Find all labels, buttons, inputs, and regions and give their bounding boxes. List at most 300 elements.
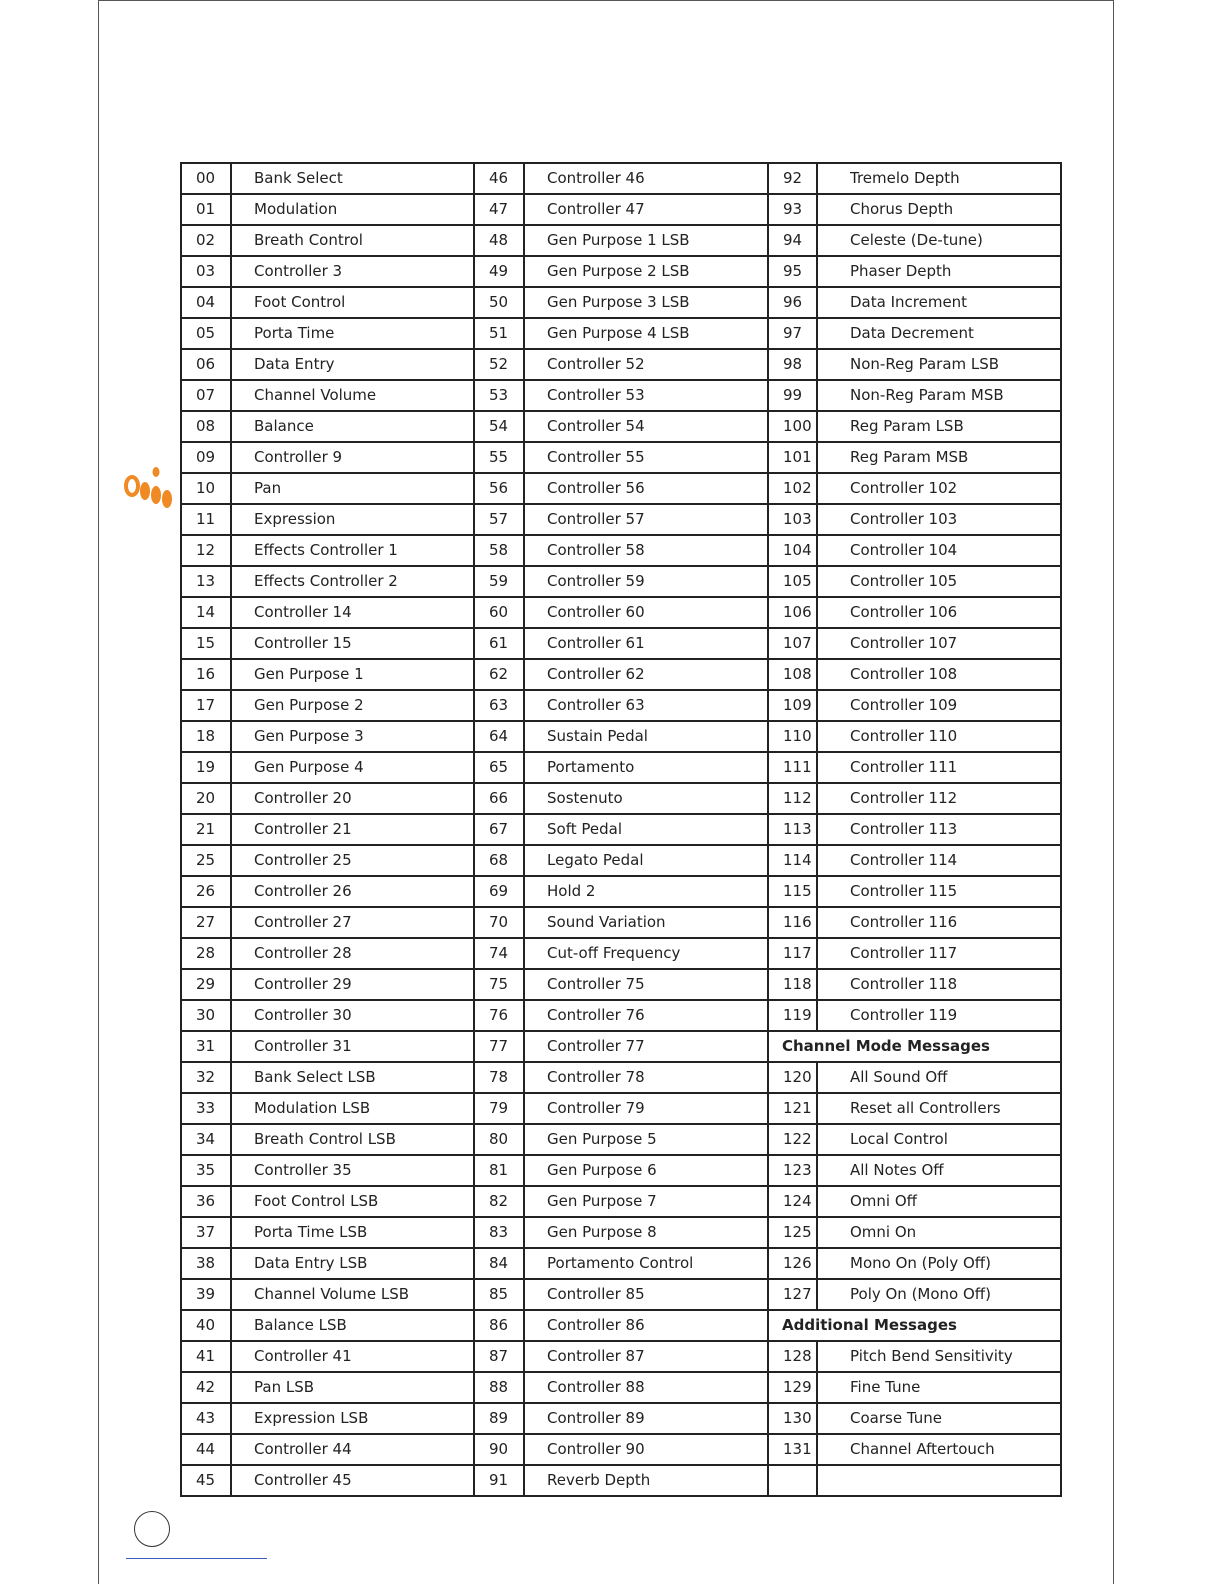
cc-name: Controller 88 — [524, 1372, 768, 1403]
cc-number: 15 — [181, 628, 231, 659]
footer-rule — [126, 1558, 267, 1559]
cc-number: 65 — [474, 752, 524, 783]
cc-name: Controller 35 — [231, 1155, 474, 1186]
cc-name: Portamento Control — [524, 1248, 768, 1279]
cc-name: Channel Volume — [231, 380, 474, 411]
cc-number: 48 — [474, 225, 524, 256]
cc-number: 05 — [181, 318, 231, 349]
cc-number: 18 — [181, 721, 231, 752]
cc-name: Controller 57 — [524, 504, 768, 535]
cc-number: 122 — [768, 1124, 817, 1155]
cc-name: Data Increment — [817, 287, 1061, 318]
cc-number: 62 — [474, 659, 524, 690]
cc-number: 64 — [474, 721, 524, 752]
cc-number: 56 — [474, 473, 524, 504]
cc-number: 67 — [474, 814, 524, 845]
cc-number: 120 — [768, 1062, 817, 1093]
cc-name: Controller 61 — [524, 628, 768, 659]
midi-controller-table — [180, 162, 1062, 1497]
cc-name: Sound Variation — [524, 907, 768, 938]
cc-name: Controller 90 — [524, 1434, 768, 1465]
cc-name: Controller 52 — [524, 349, 768, 380]
cc-name: Porta Time — [231, 318, 474, 349]
cc-number — [768, 1465, 817, 1496]
cc-name: All Notes Off — [817, 1155, 1061, 1186]
cc-name: Modulation LSB — [231, 1093, 474, 1124]
cc-number: 17 — [181, 690, 231, 721]
cc-name: Portamento — [524, 752, 768, 783]
table-row — [181, 535, 1061, 566]
cc-number: 40 — [181, 1310, 231, 1341]
cc-number: 66 — [474, 783, 524, 814]
cc-name: Controller 62 — [524, 659, 768, 690]
cc-name: Gen Purpose 1 — [231, 659, 474, 690]
cc-number: 44 — [181, 1434, 231, 1465]
table-row — [181, 1465, 1061, 1496]
cc-name: Controller 77 — [524, 1031, 768, 1062]
cc-name: Balance — [231, 411, 474, 442]
cc-name: Controller 87 — [524, 1341, 768, 1372]
cc-name: Controller 21 — [231, 814, 474, 845]
cc-name: Gen Purpose 6 — [524, 1155, 768, 1186]
cc-name: Controller 89 — [524, 1403, 768, 1434]
table-row — [181, 163, 1061, 194]
cc-number: 93 — [768, 194, 817, 225]
cc-number: 00 — [181, 163, 231, 194]
cc-name: Foot Control LSB — [231, 1186, 474, 1217]
cc-name: Gen Purpose 3 — [231, 721, 474, 752]
cc-name: Controller 15 — [231, 628, 474, 659]
cc-number: 26 — [181, 876, 231, 907]
cc-number: 96 — [768, 287, 817, 318]
cc-number: 38 — [181, 1248, 231, 1279]
cc-name: Controller 58 — [524, 535, 768, 566]
cc-name: Controller 46 — [524, 163, 768, 194]
cc-number: 34 — [181, 1124, 231, 1155]
page-border-left — [98, 0, 99, 1584]
cc-name: Gen Purpose 2 — [231, 690, 474, 721]
cc-number: 83 — [474, 1217, 524, 1248]
section-header: Channel Mode Messages — [768, 1031, 1061, 1062]
cc-name: Controller 110 — [817, 721, 1061, 752]
cc-name: Cut-off Frequency — [524, 938, 768, 969]
table-row — [181, 1093, 1061, 1124]
cc-name: Controller 117 — [817, 938, 1061, 969]
cc-name: Gen Purpose 4 LSB — [524, 318, 768, 349]
cc-name: Porta Time LSB — [231, 1217, 474, 1248]
cc-name: Fine Tune — [817, 1372, 1061, 1403]
cc-name: Channel Volume LSB — [231, 1279, 474, 1310]
cc-number: 92 — [768, 163, 817, 194]
cc-name: Modulation — [231, 194, 474, 225]
cc-number: 75 — [474, 969, 524, 1000]
cc-number: 13 — [181, 566, 231, 597]
cc-name: Controller 59 — [524, 566, 768, 597]
cc-number: 58 — [474, 535, 524, 566]
cc-number: 102 — [768, 473, 817, 504]
cc-name: Gen Purpose 7 — [524, 1186, 768, 1217]
cc-number: 33 — [181, 1093, 231, 1124]
cc-name: Controller 119 — [817, 1000, 1061, 1031]
cc-number: 35 — [181, 1155, 231, 1186]
cc-number: 103 — [768, 504, 817, 535]
cc-name: Controller 111 — [817, 752, 1061, 783]
table-row — [181, 318, 1061, 349]
cc-name: Controller 27 — [231, 907, 474, 938]
cc-name: Expression — [231, 504, 474, 535]
cc-number: 95 — [768, 256, 817, 287]
table-row — [181, 783, 1061, 814]
cc-number: 124 — [768, 1186, 817, 1217]
cc-number: 113 — [768, 814, 817, 845]
cc-number: 114 — [768, 845, 817, 876]
cc-name: Controller 9 — [231, 442, 474, 473]
cc-name: Controller 29 — [231, 969, 474, 1000]
cc-name: Controller 102 — [817, 473, 1061, 504]
cc-name: Reg Param LSB — [817, 411, 1061, 442]
cc-number: 123 — [768, 1155, 817, 1186]
cc-name: Expression LSB — [231, 1403, 474, 1434]
table-row — [181, 1186, 1061, 1217]
table-row — [181, 1279, 1061, 1310]
cc-number: 98 — [768, 349, 817, 380]
cc-number: 116 — [768, 907, 817, 938]
table-row — [181, 1403, 1061, 1434]
cc-name: Controller 105 — [817, 566, 1061, 597]
cc-number: 89 — [474, 1403, 524, 1434]
cc-number: 112 — [768, 783, 817, 814]
cc-name: Controller 114 — [817, 845, 1061, 876]
cc-number: 108 — [768, 659, 817, 690]
cc-name: Data Entry — [231, 349, 474, 380]
section-header: Additional Messages — [768, 1310, 1061, 1341]
cc-name — [817, 1465, 1061, 1496]
cc-name: Controller 115 — [817, 876, 1061, 907]
table-row — [181, 194, 1061, 225]
cc-number: 57 — [474, 504, 524, 535]
cc-name: Tremelo Depth — [817, 163, 1061, 194]
cc-number: 20 — [181, 783, 231, 814]
table-row — [181, 814, 1061, 845]
table-row — [181, 597, 1061, 628]
cc-number: 110 — [768, 721, 817, 752]
cc-name: Controller 41 — [231, 1341, 474, 1372]
cc-number: 27 — [181, 907, 231, 938]
table-row — [181, 876, 1061, 907]
cc-name: Non-Reg Param MSB — [817, 380, 1061, 411]
table-row — [181, 411, 1061, 442]
cc-name: Gen Purpose 8 — [524, 1217, 768, 1248]
cc-name: Gen Purpose 2 LSB — [524, 256, 768, 287]
cc-name: Breath Control — [231, 225, 474, 256]
cc-name: Controller 54 — [524, 411, 768, 442]
cc-number: 121 — [768, 1093, 817, 1124]
cc-name: Controller 85 — [524, 1279, 768, 1310]
cc-number: 21 — [181, 814, 231, 845]
table-row — [181, 1248, 1061, 1279]
cc-number: 99 — [768, 380, 817, 411]
table-row — [181, 256, 1061, 287]
cc-number: 37 — [181, 1217, 231, 1248]
cc-name: Coarse Tune — [817, 1403, 1061, 1434]
cc-name: Controller 106 — [817, 597, 1061, 628]
cc-name: Balance LSB — [231, 1310, 474, 1341]
cc-name: Controller 118 — [817, 969, 1061, 1000]
cc-number: 104 — [768, 535, 817, 566]
cc-name: Omni Off — [817, 1186, 1061, 1217]
table-row — [181, 938, 1061, 969]
cc-number: 10 — [181, 473, 231, 504]
cc-name: Reg Param MSB — [817, 442, 1061, 473]
cc-number: 07 — [181, 380, 231, 411]
cc-number: 50 — [474, 287, 524, 318]
cc-number: 09 — [181, 442, 231, 473]
cc-name: Controller 26 — [231, 876, 474, 907]
cc-number: 32 — [181, 1062, 231, 1093]
cc-name: Chorus Depth — [817, 194, 1061, 225]
table-row — [181, 1062, 1061, 1093]
cc-name: Controller 3 — [231, 256, 474, 287]
table-row — [181, 1434, 1061, 1465]
cc-name: Breath Control LSB — [231, 1124, 474, 1155]
table-row — [181, 969, 1061, 1000]
cc-number: 90 — [474, 1434, 524, 1465]
cc-number: 52 — [474, 349, 524, 380]
cc-name: Pitch Bend Sensitivity — [817, 1341, 1061, 1372]
cc-name: Controller 55 — [524, 442, 768, 473]
cc-number: 25 — [181, 845, 231, 876]
cc-name: Controller 56 — [524, 473, 768, 504]
cc-number: 106 — [768, 597, 817, 628]
cc-number: 30 — [181, 1000, 231, 1031]
cc-number: 63 — [474, 690, 524, 721]
cc-name: Gen Purpose 3 LSB — [524, 287, 768, 318]
cc-number: 61 — [474, 628, 524, 659]
cc-name: Bank Select — [231, 163, 474, 194]
cc-number: 39 — [181, 1279, 231, 1310]
table-row — [181, 1372, 1061, 1403]
cc-number: 115 — [768, 876, 817, 907]
cc-number: 119 — [768, 1000, 817, 1031]
cc-name: Controller 108 — [817, 659, 1061, 690]
cc-name: Phaser Depth — [817, 256, 1061, 287]
cc-name: Pan — [231, 473, 474, 504]
cc-number: 125 — [768, 1217, 817, 1248]
cc-number: 31 — [181, 1031, 231, 1062]
cc-name: Pan LSB — [231, 1372, 474, 1403]
cc-name: Controller 53 — [524, 380, 768, 411]
cc-number: 12 — [181, 535, 231, 566]
cc-number: 14 — [181, 597, 231, 628]
cc-number: 77 — [474, 1031, 524, 1062]
table-row — [181, 349, 1061, 380]
cc-number: 59 — [474, 566, 524, 597]
cc-number: 84 — [474, 1248, 524, 1279]
cc-number: 29 — [181, 969, 231, 1000]
cc-name: Controller 103 — [817, 504, 1061, 535]
page-border-right — [1113, 0, 1114, 1584]
cc-number: 107 — [768, 628, 817, 659]
cc-number: 42 — [181, 1372, 231, 1403]
cc-number: 28 — [181, 938, 231, 969]
cc-name: Legato Pedal — [524, 845, 768, 876]
cc-number: 45 — [181, 1465, 231, 1496]
cc-number: 70 — [474, 907, 524, 938]
cc-number: 47 — [474, 194, 524, 225]
cc-number: 91 — [474, 1465, 524, 1496]
cc-number: 131 — [768, 1434, 817, 1465]
cc-number: 53 — [474, 380, 524, 411]
cc-name: Effects Controller 1 — [231, 535, 474, 566]
cc-name: Controller 86 — [524, 1310, 768, 1341]
cc-name: Controller 31 — [231, 1031, 474, 1062]
cc-name: Controller 30 — [231, 1000, 474, 1031]
cc-number: 51 — [474, 318, 524, 349]
cc-number: 128 — [768, 1341, 817, 1372]
table-row — [181, 1124, 1061, 1155]
cc-number: 81 — [474, 1155, 524, 1186]
cc-name: Omni On — [817, 1217, 1061, 1248]
cc-number: 127 — [768, 1279, 817, 1310]
cc-number: 80 — [474, 1124, 524, 1155]
cc-number: 97 — [768, 318, 817, 349]
cc-number: 68 — [474, 845, 524, 876]
cc-name: Bank Select LSB — [231, 1062, 474, 1093]
cc-name: Sostenuto — [524, 783, 768, 814]
cc-number: 94 — [768, 225, 817, 256]
table-row — [181, 1155, 1061, 1186]
cc-name: Soft Pedal — [524, 814, 768, 845]
cc-number: 01 — [181, 194, 231, 225]
table-row — [181, 1000, 1061, 1031]
cc-number: 82 — [474, 1186, 524, 1217]
page-border-top — [98, 0, 1114, 1]
cc-number: 46 — [474, 163, 524, 194]
cc-number: 19 — [181, 752, 231, 783]
cc-number: 49 — [474, 256, 524, 287]
cc-name: Controller 109 — [817, 690, 1061, 721]
table-row — [181, 380, 1061, 411]
cc-name: Controller 25 — [231, 845, 474, 876]
cc-number: 105 — [768, 566, 817, 597]
cc-number: 126 — [768, 1248, 817, 1279]
cc-name: Controller 47 — [524, 194, 768, 225]
brand-logo-icon — [124, 466, 176, 510]
cc-name: Sustain Pedal — [524, 721, 768, 752]
cc-number: 54 — [474, 411, 524, 442]
cc-number: 06 — [181, 349, 231, 380]
cc-number: 109 — [768, 690, 817, 721]
cc-number: 111 — [768, 752, 817, 783]
cc-number: 36 — [181, 1186, 231, 1217]
cc-number: 16 — [181, 659, 231, 690]
cc-name: Foot Control — [231, 287, 474, 318]
cc-name: Controller 79 — [524, 1093, 768, 1124]
cc-number: 101 — [768, 442, 817, 473]
cc-name: Controller 63 — [524, 690, 768, 721]
cc-number: 41 — [181, 1341, 231, 1372]
cc-number: 100 — [768, 411, 817, 442]
table-row — [181, 628, 1061, 659]
cc-number: 76 — [474, 1000, 524, 1031]
cc-number: 04 — [181, 287, 231, 318]
cc-name: Controller 113 — [817, 814, 1061, 845]
cc-name: Non-Reg Param LSB — [817, 349, 1061, 380]
cc-name: Controller 20 — [231, 783, 474, 814]
cc-number: 118 — [768, 969, 817, 1000]
cc-number: 130 — [768, 1403, 817, 1434]
cc-number: 88 — [474, 1372, 524, 1403]
cc-name: Effects Controller 2 — [231, 566, 474, 597]
cc-name: Mono On (Poly Off) — [817, 1248, 1061, 1279]
table-row — [181, 225, 1061, 256]
cc-name: Celeste (De-tune) — [817, 225, 1061, 256]
table-row — [181, 566, 1061, 597]
table-row — [181, 442, 1061, 473]
cc-number: 55 — [474, 442, 524, 473]
cc-number: 79 — [474, 1093, 524, 1124]
cc-number: 60 — [474, 597, 524, 628]
table-row — [181, 845, 1061, 876]
cc-number: 08 — [181, 411, 231, 442]
cc-name: Data Entry LSB — [231, 1248, 474, 1279]
cc-name: Controller 112 — [817, 783, 1061, 814]
cc-name: Hold 2 — [524, 876, 768, 907]
table-row — [181, 504, 1061, 535]
cc-name: Local Control — [817, 1124, 1061, 1155]
cc-name: Poly On (Mono Off) — [817, 1279, 1061, 1310]
table-row — [181, 1031, 1061, 1062]
cc-number: 69 — [474, 876, 524, 907]
cc-name: All Sound Off — [817, 1062, 1061, 1093]
table-row — [181, 287, 1061, 318]
cc-name: Controller 44 — [231, 1434, 474, 1465]
cc-name: Controller 116 — [817, 907, 1061, 938]
cc-name: Gen Purpose 1 LSB — [524, 225, 768, 256]
cc-name: Controller 78 — [524, 1062, 768, 1093]
cc-name: Reset all Controllers — [817, 1093, 1061, 1124]
cc-name: Gen Purpose 4 — [231, 752, 474, 783]
cc-number: 78 — [474, 1062, 524, 1093]
cc-name: Channel Aftertouch — [817, 1434, 1061, 1465]
table-row — [181, 1217, 1061, 1248]
page-number-circle — [134, 1511, 170, 1547]
cc-number: 02 — [181, 225, 231, 256]
cc-name: Data Decrement — [817, 318, 1061, 349]
table-row — [181, 690, 1061, 721]
table-row — [181, 1341, 1061, 1372]
table-row — [181, 721, 1061, 752]
cc-number: 129 — [768, 1372, 817, 1403]
cc-name: Controller 76 — [524, 1000, 768, 1031]
cc-name: Controller 104 — [817, 535, 1061, 566]
table-row — [181, 659, 1061, 690]
cc-name: Controller 45 — [231, 1465, 474, 1496]
cc-name: Reverb Depth — [524, 1465, 768, 1496]
cc-name: Controller 60 — [524, 597, 768, 628]
cc-name: Controller 14 — [231, 597, 474, 628]
cc-number: 87 — [474, 1341, 524, 1372]
table-row — [181, 907, 1061, 938]
cc-number: 117 — [768, 938, 817, 969]
cc-number: 11 — [181, 504, 231, 535]
cc-name: Controller 75 — [524, 969, 768, 1000]
cc-number: 85 — [474, 1279, 524, 1310]
cc-name: Controller 107 — [817, 628, 1061, 659]
cc-number: 03 — [181, 256, 231, 287]
cc-name: Controller 28 — [231, 938, 474, 969]
table-row — [181, 473, 1061, 504]
